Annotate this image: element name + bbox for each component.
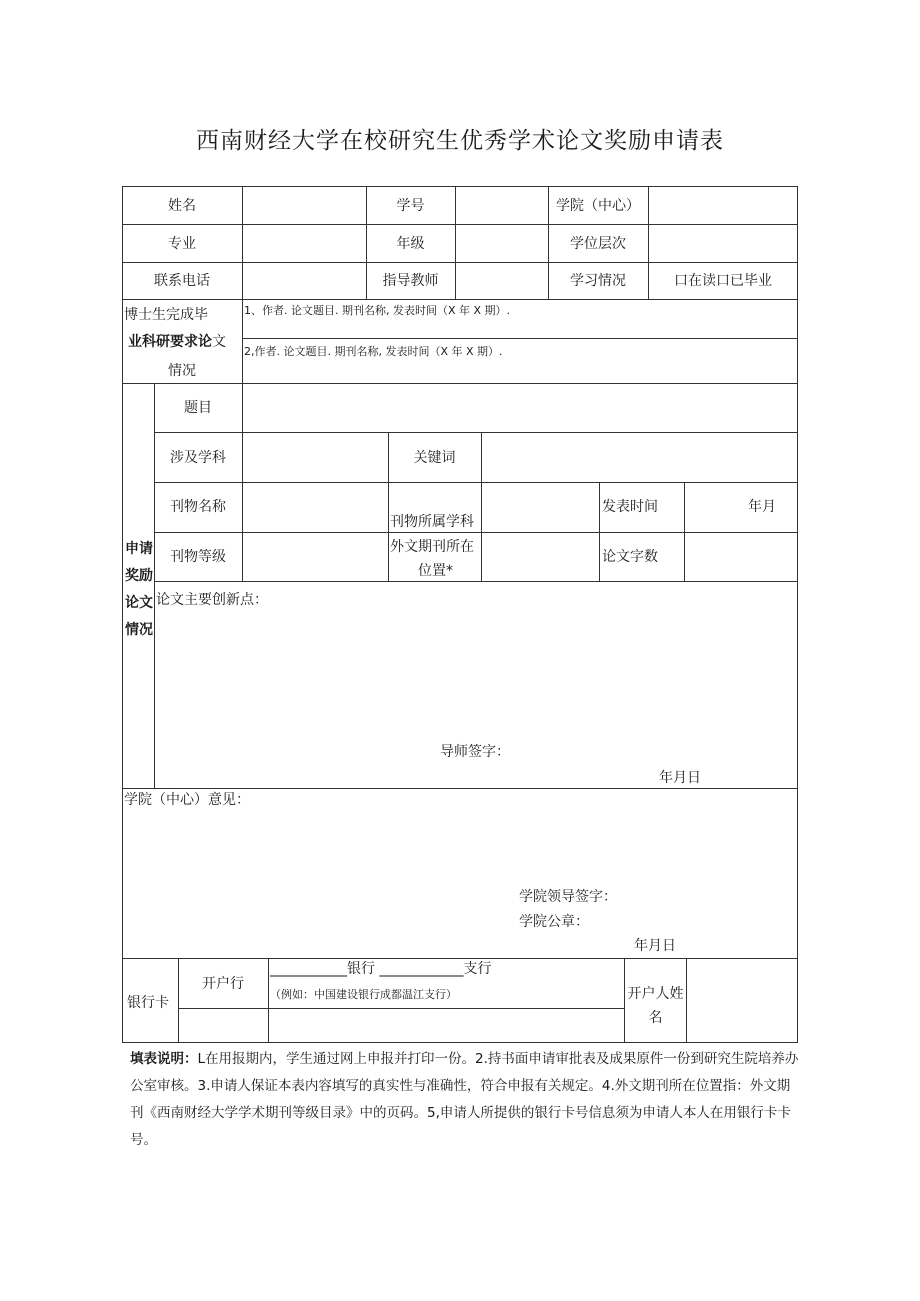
divider (686, 958, 687, 1043)
grade-label: 年级 (396, 236, 425, 252)
bank-card-label: 银行卡 (127, 995, 169, 1011)
innovation-label: 论文主要创新点： (156, 592, 268, 608)
advisor-label: 指导教师 (382, 273, 439, 289)
divider (684, 482, 685, 581)
border-top (122, 186, 798, 187)
publish-time-value: 年月 (748, 499, 776, 515)
side-label-2: 奖励 (125, 568, 153, 584)
side-label-4: 情况 (125, 622, 153, 638)
name-label: 姓名 (168, 198, 196, 214)
divider (122, 299, 798, 300)
divider (481, 432, 482, 581)
journal-discipline-label: 刊物所属学科 (390, 514, 474, 530)
border-bottom (122, 1042, 798, 1043)
holder-name-label: 开户人姓名 (627, 986, 684, 1026)
degree-level-label: 学位层次 (570, 236, 626, 252)
divider (154, 532, 798, 533)
divider (242, 383, 243, 582)
phd-label-line2 (128, 333, 226, 351)
divider (242, 186, 243, 383)
major-label: 专业 (168, 236, 196, 252)
divider (268, 958, 269, 1043)
phd-paper-item-1: 1、作者. 论文题目. 期刊名称, 发表时间（X 年 X 期）. (244, 304, 511, 317)
divider (154, 482, 798, 483)
divider (122, 788, 798, 789)
journal-grade-label: 刊物等级 (170, 549, 226, 565)
page-title: 西南财经大学在校研究生优秀学术论文奖励申请表 (196, 128, 724, 154)
bank-branch-line[interactable]: ___________银行 ____________支行 (270, 961, 492, 977)
college-seal-label: 学院公章： (519, 914, 589, 930)
side-label-1: 申请 (125, 541, 153, 557)
publish-time-label: 发表时间 (602, 499, 658, 515)
divider (599, 482, 600, 581)
phd-label-line3: 情况 (168, 363, 196, 379)
phd-paper-item-2: 2,作者. 论文题目. 期刊名称, 发表时间（X 年 X 期）. (244, 345, 503, 358)
keywords-label: 关键词 (413, 450, 456, 466)
paper-section-side-label (122, 536, 156, 644)
foreign-position-label-2: 位置* (418, 563, 453, 579)
open-bank-label: 开户行 (202, 976, 244, 992)
divider (122, 224, 798, 225)
phd-label-line2-tail: 文 (212, 334, 226, 350)
bank-example: （例如：中国建设银行成都温江支行） (270, 988, 457, 1001)
phone-label: 联系电话 (154, 273, 210, 289)
divider (178, 958, 179, 1043)
foreign-position-label-1: 外文期刊所在 (390, 539, 474, 555)
phd-label-line1: 博士生完成毕 (124, 307, 208, 323)
advisor-date: 年月日 (659, 770, 701, 786)
divider (154, 581, 798, 582)
side-label-3: 论文 (125, 595, 153, 611)
study-status-label: 学习情况 (570, 273, 626, 289)
study-status-options[interactable]: 口在读口已毕业 (674, 273, 772, 289)
divider (122, 958, 798, 959)
notes-label: 填表说明： (130, 1051, 198, 1067)
fill-instructions (130, 1046, 800, 1154)
student-id-label: 学号 (396, 198, 425, 214)
topic-label: 题目 (184, 400, 212, 416)
divider (154, 432, 798, 433)
application-form (122, 186, 798, 1043)
divider (178, 1008, 624, 1009)
border-right (797, 186, 798, 1043)
divider (122, 262, 798, 263)
advisor-sign-label: 导师签字： (440, 744, 510, 760)
subject-label: 涉及学科 (170, 450, 226, 466)
divider (455, 186, 456, 299)
college-opinion-label: 学院（中心）意见： (124, 792, 250, 808)
journal-label: 刊物名称 (170, 499, 226, 515)
phd-label-line2-bold: 业科研要求论 (128, 334, 212, 350)
leader-sign-label: 学院领导签字： (519, 889, 617, 905)
word-count-label: 论文字数 (602, 549, 658, 565)
divider (242, 338, 798, 339)
college-label: 学院（中心） (556, 198, 640, 214)
divider (122, 383, 798, 384)
college-date: 年月日 (634, 938, 676, 954)
notes-text: L在用报期内，学生通过网上申报并打印一份。2.持书面申请审批表及成果原件一份到研究生院培养办公室审核。3.申请人保证本表内容填写的真实性与准确性，符合申报有关规定。4.外文期刊所在位置指：外文期刊《西南财经大学学术期刊等级目录》中的页码。5,申请人所提供的银行卡号信息须为申请人本人在用银行卡卡号。 (130, 1051, 799, 1148)
